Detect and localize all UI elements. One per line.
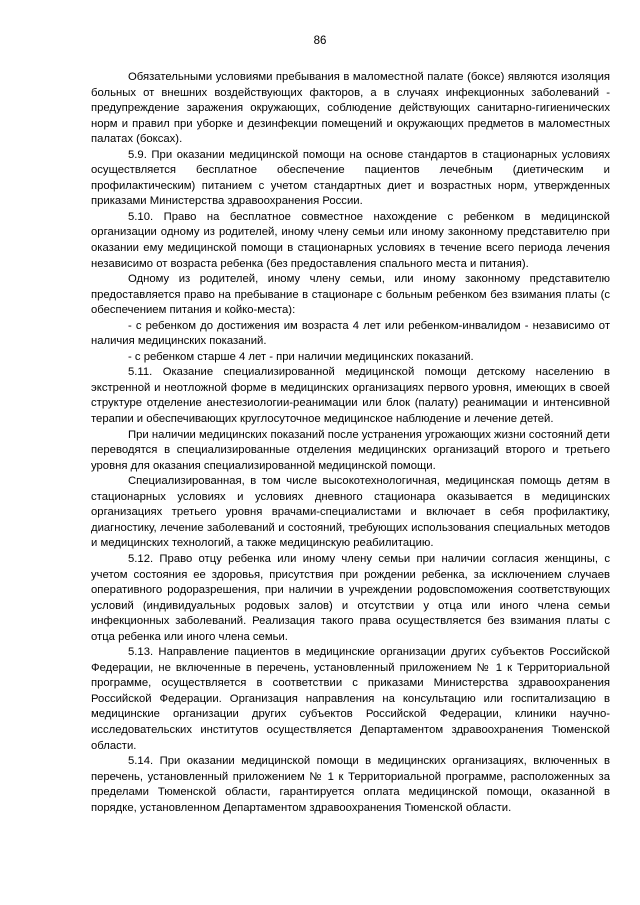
paragraph-5-14: 5.14. При оказании медицинской помощи в медицинских организациях, включенных в перечень, установленный приложением № 1 к Территориальной программе, расположенных за пределами Тюменской области, гарантируется оплата медицинской помощи, оказанной в порядке, установленном Департаментом здравоохранения Тюменской области. bbox=[91, 755, 610, 814]
paragraph-5-13: 5.13. Направление пациентов в медицинские организации других субъектов Российской Федерации, не включенные в перечень, установленный приложением № 1 к Территориальной программе, осуществляется в соответствии с приказами Министерства здравоохранения Российской Федерации. Организация направления на консультацию или госпитализацию в медицинские организации других субъектов Российской Федерации, клиники научно-исследовательских институтов осуществляется Департаментом здравоохранения Тюменской области. bbox=[91, 646, 610, 752]
paragraph-specialized-care: Специализированная, в том числе высокотехнологичная, медицинская помощь детям в стационарных условиях и условиях дневного стационара оказывается в медицинских организациях третьего уровня врачами-специалистами и включает в себя профилактику, диагностику, лечение заболеваний и состояний, требующих использования специальных методов и медицинских технологий, а также медицинскую реабилитацию. bbox=[91, 475, 610, 550]
list-item-over-4: - с ребенком старше 4 лет - при наличии медицинских показаний. bbox=[128, 350, 474, 363]
paragraph-5-12: 5.12. Право отцу ребенка или иному члену семьи при наличии согласия женщины, с учетом состояния ее здоровья, присутствия при рождении ребенка, за исключением случаев оперативного родоразрешения, при наличии в учреждении родовспоможения соответствующих условий (индивидуальных родовых залов) и отсутствии у отца или иного члена семьи инфекционных заболеваний. Реализация такого права осуществляется без взимания платы с отца ребенка или иного члена семьи. bbox=[91, 552, 610, 643]
page-number: 86 bbox=[313, 35, 327, 47]
list-item-under-4: - с ребенком до достижения им возраста 4 лет или ребенком-инвалидом - независимо от наличия медицинских показаний. bbox=[91, 319, 610, 348]
document-body bbox=[91, 70, 610, 816]
paragraph-parent-stay: Одному из родителей, иному члену семьи, или иному законному представителю предоставляется право на пребывание в стационаре с больным ребенком без взимания платы (с обеспечением питания и койко-места): bbox=[91, 273, 610, 317]
paragraph-transfer: При наличии медицинских показаний после устранения угрожающих жизни состояний дети переводятся в специализированные отделения медицинских организаций второго и третьего уровня для оказания специализированной медицинской помощи. bbox=[91, 428, 610, 472]
paragraph-5-9: 5.9. При оказании медицинской помощи на основе стандартов в стационарных условиях осуществляется бесплатное обеспечение пациентов лечебным (диетическим и профилактическим) питанием с учетом стандартных диет и возрастных норм, утвержденных приказами Министерства здравоохранения России. bbox=[91, 148, 610, 208]
paragraph-5-10: 5.10. Право на бесплатное совместное нахождение с ребенком в медицинской организации одному из родителей, иному члену семьи или иному законному представителю при оказании ему медицинской помощи в стационарных условиях в течение всего периода лечения независимо от возраста ребенка (без предоставления спального места и питания). bbox=[91, 210, 610, 270]
paragraph-5-11: 5.11. Оказание специализированной медицинской помощи детскому населению в экстренной и неотложной форме в медицинских организациях первого уровня, имеющих в своей структуре отделение анестезиологии-реанимации или блок (палату) реанимации и интенсивной терапии и обеспечивающих круглосуточное медицинское наблюдение и лечение детей. bbox=[91, 366, 610, 426]
paragraph-box-conditions: Обязательными условиями пребывания в маломестной палате (боксе) являются изоляция больных от внешних воздействующих факторов, а в случаях инфекционных заболеваний - предупреждение заражения окружающих, соблюдение действующих санитарно-гигиенических норм и правил при уборке и дезинфекции помещений и окружающих предметов в маломестных палатах (боксах). bbox=[91, 71, 610, 146]
